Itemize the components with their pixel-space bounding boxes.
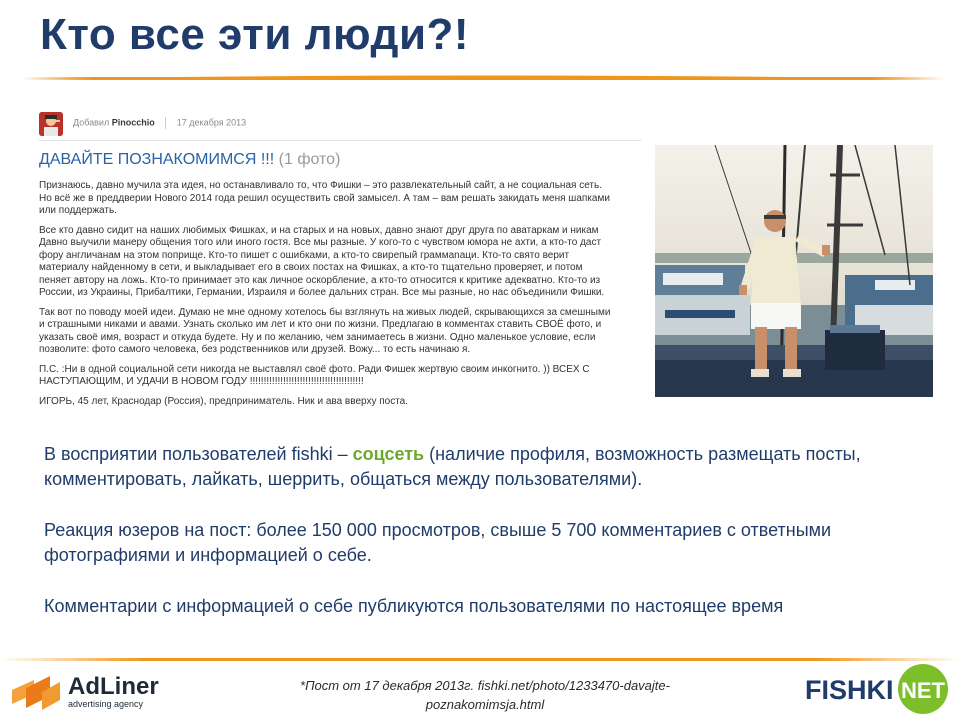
author-link[interactable]: Pinocchio [111, 117, 155, 128]
body-p1-before: В восприятии пользователей fishki – [44, 444, 353, 464]
post-title-text: ДАВАЙТЕ ПОЗНАКОМИМСЯ !!! [39, 151, 275, 168]
avatar-icon [39, 112, 63, 136]
adliner-tagline: advertising agency [68, 699, 144, 709]
post-body [39, 180, 645, 415]
body-paragraph-2: Реакция юзеров на пост: более 150 000 просмотров, свыше 5 700 комментариев с ответными фотографиями и информацией о себе. [44, 520, 832, 565]
post-paragraph: Признаюсь, давно мучила эта идея, но останавливало то, что Фишки – это развлекательный сайт, а не социальная сеть. Но всё же в преддверии Нового 2014 года решил осуществить свой замысел. А там – вам решать закидать меня шапками или поддержать. [39, 180, 610, 216]
body-paragraph-3: Комментарии с информацией о себе публикуются пользователями по настоящее время [44, 596, 784, 616]
post-paragraph: Так вот по поводу моей идеи. Думаю не мне одному хотелось бы взглянуть на живых людей, скрывающихся за смешными и страшными никами и авами. Узнать сколько им лет и кто они по жизни. Предлагаю в комментах ставить СВОЁ фото, и указать своё имя, возраст и откуда будете. Ну и по желанию, чем занимаетесь в жизни. Одно маленькое условие, если позволите: фото самого человека, без родственников или друзей. Вожу... то есть начинаю я. [39, 306, 611, 355]
post-screenshot [38, 104, 646, 420]
footnote-line-2: poznakomimsja.html [425, 697, 545, 712]
post-paragraph: ИГОРЬ, 45 лет, Краснодар (Россия), предприниматель. Ник и ава вверху поста. [39, 395, 409, 407]
body-highlight: соцсеть [352, 444, 425, 464]
body-p1-after: (наличие профиля, возможность размещать посты, комментировать, лайкать, шеррить, общаться между пользователями). [44, 444, 861, 489]
post-meta [73, 117, 246, 129]
post-photo [655, 145, 933, 397]
fishki-suffix: NET [901, 678, 945, 703]
post-title[interactable] [39, 151, 340, 169]
post-paragraph: Все кто давно сидит на наших любимых Фишках, и на старых и на новых, давно знают друг друга по аватаркам и никам Давно выучили манеру общения того или иного гостя. Все мы разные. У кого-то с чувством юмора не ахти, а кто-то даст фору англичанам на этом поприще. Кто-то пишет с ошибками, а кто-то свирепый граммаnаци. Кто-то свято верит материалу найденному в сети, и выкладывает его в своих постах на Фишках, а кто-то тщательно проверяет, и потом пеняет автору на ложь. Кто-то принимает это как личное оскорбление, а кто-то относится к критике адекватно. Кто-то из России, из Украины, Прибалтики, Германии, Израиля и более дальних стран. Все мы разные, но нас объединили Фишки. [39, 224, 605, 298]
meta-divider [165, 117, 166, 129]
title-divider [20, 70, 945, 84]
post-paragraph: П.С. :Ни в одной социальной сети никогда не выставлял своё фото. Ради Фишек жертвую своим инкогнито. )) ВСЕХ С НАСТУПАЮЩИМ, И УДАЧИ В НОВОМ ГОДУ !!!!!!!!!!!!!!!!!!!!!!!!!!!!!!!!!!!!!!!!! [39, 363, 590, 387]
slide-body [44, 442, 944, 645]
photo-count: (1 фото) [278, 151, 341, 168]
adliner-name: AdLiner [68, 673, 159, 700]
post-divider [38, 140, 642, 141]
author-prefix: Добавил [73, 117, 110, 128]
footnote [250, 676, 720, 714]
post-date: 17 декабря 2013 [176, 117, 247, 128]
adliner-logo [12, 668, 162, 712]
fishki-name: FISHKI [805, 675, 894, 705]
slide-title: Кто все эти люди?! [40, 10, 470, 59]
footnote-line-1: *Пост от 17 декабря 2013г. fishki.net/photo/1233470-davajte- [300, 678, 670, 693]
body-paragraph-1 [44, 442, 944, 492]
fishki-logo [805, 663, 955, 715]
